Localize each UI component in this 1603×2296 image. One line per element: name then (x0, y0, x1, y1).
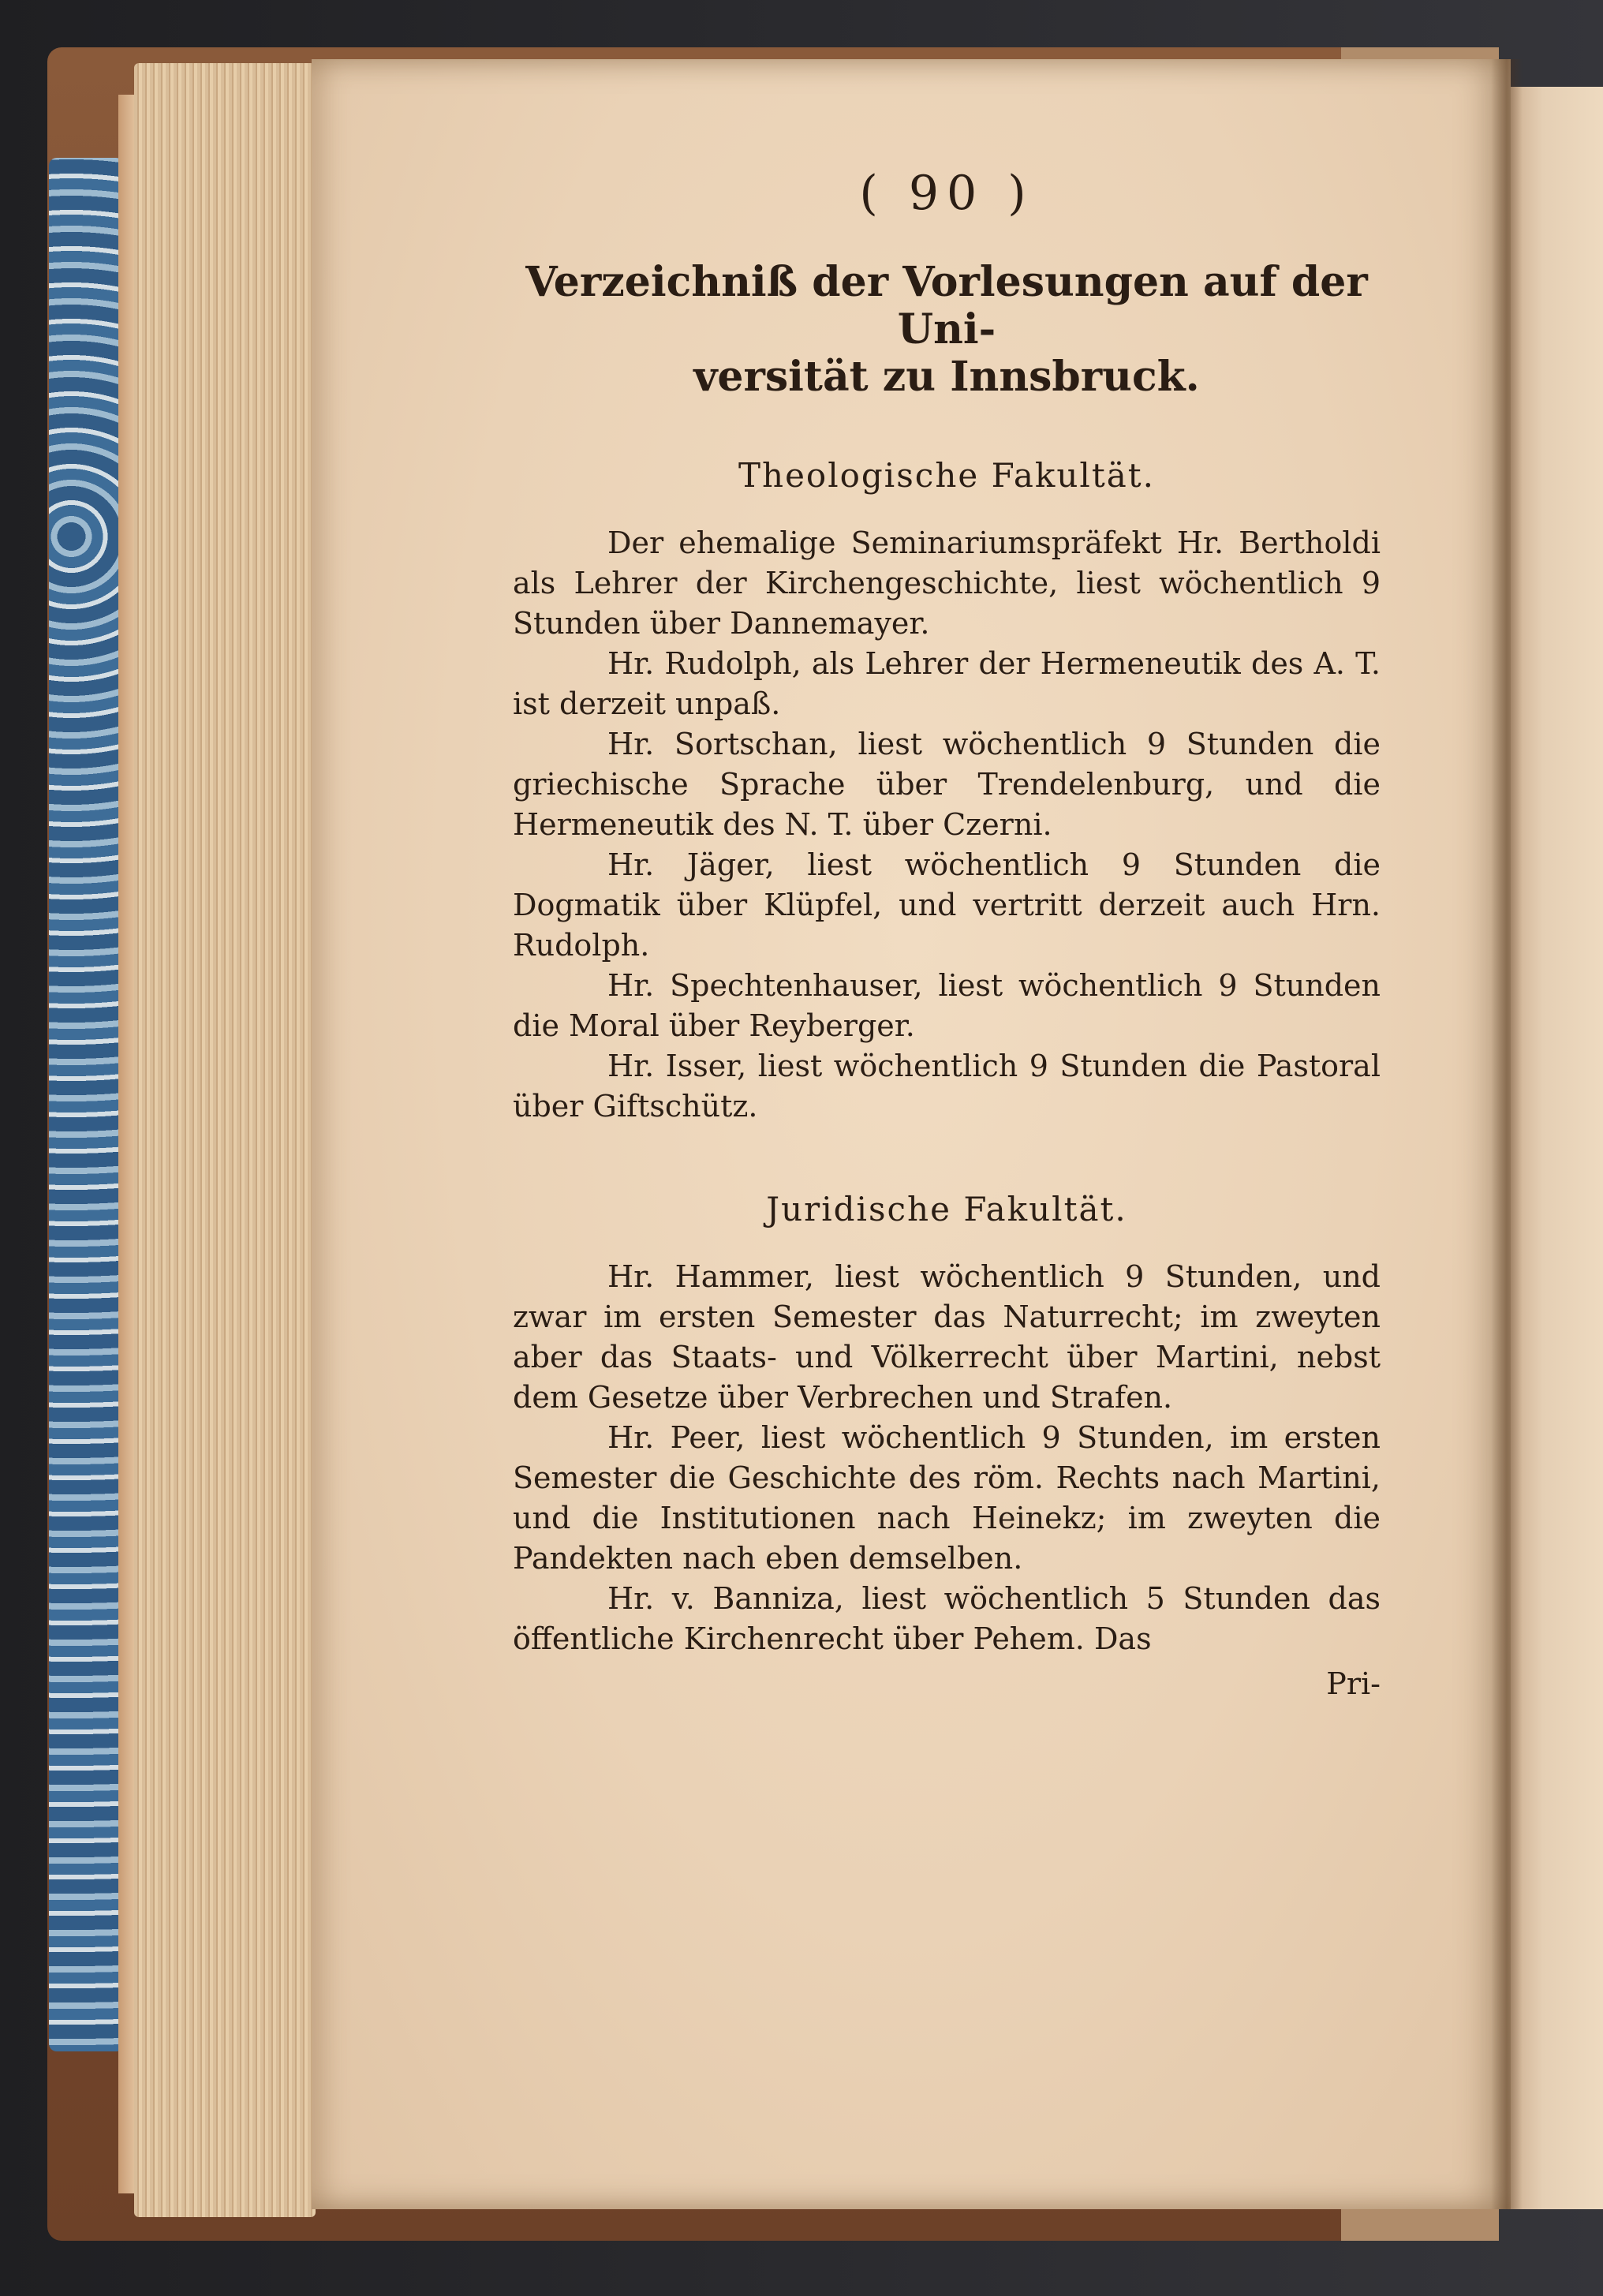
paragraph-banniza: Hr. v. Banniza, liest wöchentlich 5 Stunden das öffentliche Kirchenrecht über Pehem. Das (513, 1581, 1381, 1656)
paragraph-rudolph: Hr. Rudolph, als Lehrer der Hermeneutik des A. T. ist derzeit unpaß. (513, 646, 1381, 721)
paragraph-bertholdi: Der ehemalige Seminariumspräfekt Hr. Bertholdi als Lehrer der Kirchengeschichte, liest wöchentlich 9 Stunden über Dannemayer. (513, 525, 1381, 641)
paragraph-isser: Hr. Isser, liest wöchentlich 9 Stunden die Pastoral über Giftschütz. (513, 1049, 1381, 1124)
page-stack-edge (134, 63, 316, 2217)
title-line-2: versität zu Innsbruck. (693, 353, 1200, 401)
page-number: ( 90 ) (859, 166, 1034, 221)
catchword: Pri- (1326, 1666, 1381, 1701)
marbled-cover-paper (49, 158, 124, 2051)
page-title (513, 259, 1381, 401)
paragraph-hammer: Hr. Hammer, liest wöchentlich 9 Stunden, und zwar im ersten Semester das Naturrecht; im zweyten aber das Staats- und Völkerrecht über Martini, nebst dem Gesetze über Verbrechen und Strafen. (513, 1259, 1381, 1415)
page-text (513, 166, 1381, 1704)
title-line-1: Verzeichniß der Vorlesungen auf der Uni- (525, 258, 1368, 353)
section-heading-theology: Theologische Fakultät. (738, 456, 1155, 495)
paragraph-jaeger: Hr. Jäger, liest wöchentlich 9 Stunden die Dogmatik über Klüpfel, und vertritt derzeit auch Hrn. Rudolph. (513, 847, 1381, 963)
page-gutter (1491, 59, 1523, 2209)
paragraph-sortschan: Hr. Sortschan, liest wöchentlich 9 Stunden die griechische Sprache über Trendelenburg, und die Hermeneutik des N. T. über Czerni. (513, 727, 1381, 842)
paragraph-peer: Hr. Peer, liest wöchentlich 9 Stunden, im ersten Semester die Geschichte des röm. Rechts nach Martini, und die Institutionen nach Heinekz; im zweyten die Pandekten nach eben demselben. (513, 1420, 1381, 1576)
section-heading-law: Juridische Fakultät. (766, 1190, 1127, 1228)
paragraph-spechtenhauser: Hr. Spechtenhauser, liest wöchentlich 9 Stunden die Moral über Reyberger. (513, 968, 1381, 1043)
